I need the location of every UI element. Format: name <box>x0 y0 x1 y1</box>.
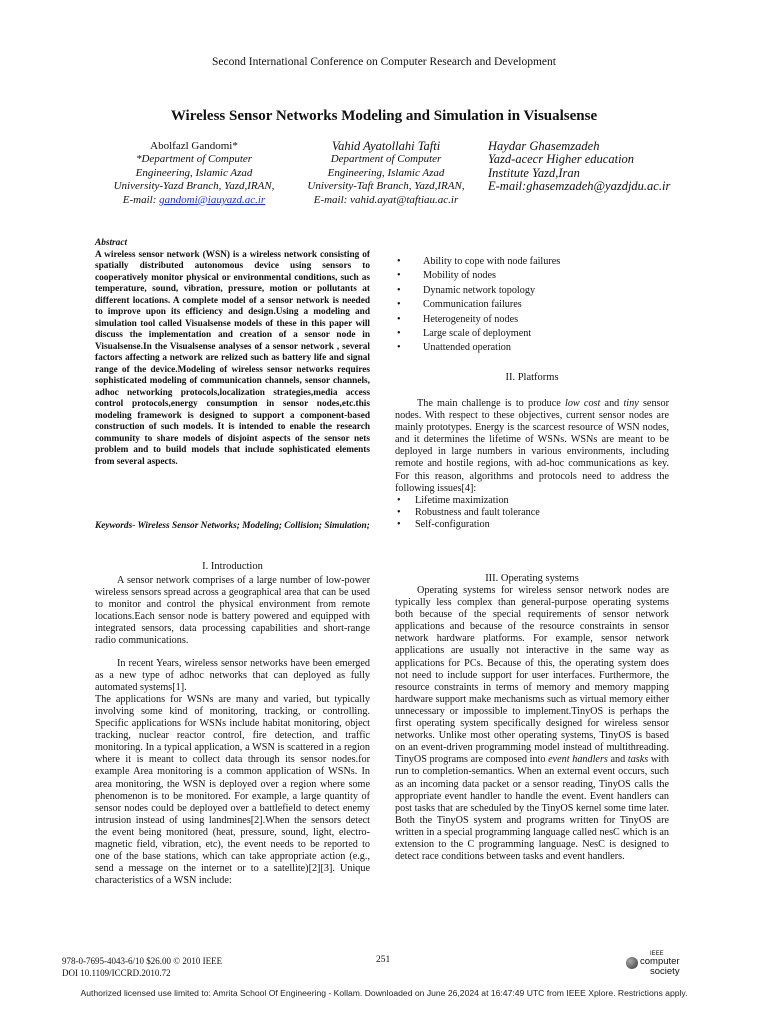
list-item: • Large scale of deployment <box>395 327 669 341</box>
list-item: • Mobility of nodes <box>395 269 669 283</box>
globe-icon <box>626 957 638 969</box>
footer-citation <box>62 955 222 979</box>
email-label: E-mail: <box>488 179 527 194</box>
section-heading-introduction: I. Introduction <box>202 561 263 572</box>
author-affiliation-line: Engineering, Islamic Azad <box>135 166 253 179</box>
paragraph: A sensor network comprises of a large number of low-power wireless sensors spread across a geographical area that can be used to monitor and control the physical environment from remote locations.Each sensor node is battery powered and equipped with integrated sensors, data processing capabilities and short-range radio communications. <box>95 575 370 647</box>
characteristics-list <box>395 255 669 356</box>
paragraph: In recent Years, wireless sensor networks have been emerged as a new type of adhoc networks that can deployed as fully automated systems[1]. <box>95 657 370 693</box>
author-affiliation-line: University-Taft Branch, Yazd,IRAN, <box>307 180 465 193</box>
author-block-2 <box>296 140 476 207</box>
list-item: • Robustness and fault tolerance <box>395 507 669 519</box>
author-affiliation-line: Engineering, Islamic Azad <box>327 166 445 179</box>
author-affiliation-line: Institute Yazd,Iran <box>488 165 580 180</box>
list-item: • Lifetime maximization <box>395 495 669 507</box>
author-affiliation-line: University-Yazd Branch, Yazd,IRAN, <box>113 180 275 193</box>
paragraph: The applications for WSNs are many and varied, but typically involving some kind of monitoring, tracking, or controlling. Specific applications for WSNs include habitat monitoring, object tracking, nuclear reactor control, fire detection, and traffic monitoring. In a typical application, a WSN is scattered in a region where it is meant to collect data through its sensor nodes.for example Area monitoring is a common application of WSNs. In area monitoring, the WSN is deployed over a region where some phenomenon is to be monitored. For example, a large quantity of sensor nodes could be deployed over a battlefield to detect enemy intrusion instead of using landmines[2].When the sensors detect the event being monitored (heat, pressure, sound, light, electro-magnetic field, vibration, etc), the event needs to be reported to one of the base stations, which can take appropriate action (e.g., send a message on the internet or to a satellite)[2][3]. Unique characteristics of a WSN include: <box>95 693 370 887</box>
author-name: Vahid Ayatollahi Tafti <box>331 139 441 153</box>
author-affiliation-line: *Department of Computer <box>135 153 253 166</box>
introduction-body <box>95 575 370 887</box>
list-item: • Communication failures <box>395 298 669 312</box>
section-heading-platforms: II. Platforms <box>505 372 559 383</box>
paragraph: Operating systems for wireless sensor network nodes are typically less complex than general-purpose operating systems both because of the special requirements of sensor network applications and because of the resource constraints in sensor network hardware platforms. For example, sensor network applications are usually not interactive in the same way as applications for PCs. Because of this, the operating system does not need to include support for user interfaces. Furthermore, the resource constraints in terms of memory and memory mapping hardware support make mechanisms such as virtual memory either unnecessary or impossible to implement.TinyOS is perhaps the first operating system specifically designed for wireless sensor networks. Unlike most other operating systems, TinyOS is based on an event-driven programming model instead of multithreading. TinyOS programs are composed into event handlers and tasks with run to completion-semantics. When an external event occurs, such as an incoming data packet or a sensor reading, TinyOS calls the appropriate event handler to handle the event. Event handlers can post tasks that are scheduled by the TinyOS kernel some time later. Both the TinyOS system and programs written for TinyOS are written in a special programming language called nesC which is an extension to the C programming language. NesC is designed to detect race conditions between tasks and event handlers. <box>395 585 669 863</box>
list-item: • Heterogeneity of nodes <box>395 313 669 327</box>
issues-list <box>395 495 669 531</box>
author-affiliation-line: Yazd-acecr Higher education <box>488 152 635 167</box>
author-email-link[interactable]: gandomi@iauyazd.ac.ir <box>159 193 266 206</box>
operating-systems-body <box>395 585 669 863</box>
author-email: ghasemzadeh@yazdjdu.ac.ir <box>526 179 671 194</box>
doi-line: DOI 10.1109/ICCRD.2010.72 <box>62 968 171 978</box>
author-block-3 <box>488 140 688 194</box>
author-name: Abolfazl Gandomi* <box>150 140 238 152</box>
license-notice: Authorized licensed use limited to: Amrita School Of Engineering - Kollam. Downloaded on June 26,2024 at 16:47:49 UTC from IEEE Xplore. Restrictions apply. <box>80 988 688 998</box>
ieee-computer-society-logo: IEEE computer society <box>626 951 692 979</box>
abstract-text: A wireless sensor network (WSN) is a wireless network consisting of spatially distributed autonomous device using sensors to cooperatively monitor physical or environmental conditions, such as temperature, sound, vibration, pressure, motion or pollutants at different locations. A complete model of a sensor network is needed to improve upon its efficiency and design.Using a modeling and simulation tool called Visualsense models of these in this paper will discuss the implementation and creation of a sensor node in Visualsense.In the Visualsense analyses of a sensor network , several factors affecting a network are relized such as battery life and signal range of the device.Modeling of wireless sensor networks requires sophisticated modeling of communication channels, sensor channels, adhoc networking protocols,localization strategies,media access control protocols,energy consumption in sensor nodes,etc.this modeling framework is designed to support a component-based construction of such models. It is intended to enable the research community to share models of disjoint aspects of the sensor nets problem and to build models that include sophisticated elements from several aspects. <box>95 249 370 467</box>
keywords: Keywords- Wireless Sensor Networks; Modeling; Collision; Simulation; <box>95 521 370 531</box>
section-heading-operating-systems: III. Operating systems <box>485 573 579 584</box>
author-name: Haydar Ghasemzadeh <box>488 139 600 153</box>
abstract-section <box>95 238 370 468</box>
platforms-body <box>395 398 669 531</box>
list-item: • Self-configuration <box>395 519 669 531</box>
email-label: E-mail: <box>313 193 351 206</box>
author-email: vahid.ayat@taftiau.ac.ir <box>350 193 459 206</box>
email-label: E-mail: <box>122 193 160 206</box>
page-number: 251 <box>376 955 391 965</box>
list-item: • Dynamic network topology <box>395 284 669 298</box>
list-item: • Ability to cope with node failures <box>395 255 669 269</box>
isbn-line: 978-0-7695-4043-6/10 $26.00 © 2010 IEEE <box>62 956 223 966</box>
list-item: • Unattended operation <box>395 341 669 355</box>
author-affiliation-line: Department of Computer <box>330 153 442 166</box>
author-block-1 <box>96 140 292 207</box>
abstract-heading: Abstract <box>95 238 128 248</box>
paragraph: The main challenge is to produce low cost and tiny sensor nodes. With respect to these objectives, current sensor nodes are mainly prototypes. Energy is the scarcest resource of WSN nodes, and it determines the lifetime of WSNs. WSNs are meant to be deployed in large numbers in various environments, including remote and hostile regions, with ad-hoc communications as key. For this reason, algorithms and protocols need to address the following issues[4]: <box>395 398 669 494</box>
paper-title: Wireless Sensor Networks Modeling and Simulation in Visualsense <box>170 108 598 124</box>
conference-name: Second International Conference on Computer Research and Development <box>212 56 556 68</box>
